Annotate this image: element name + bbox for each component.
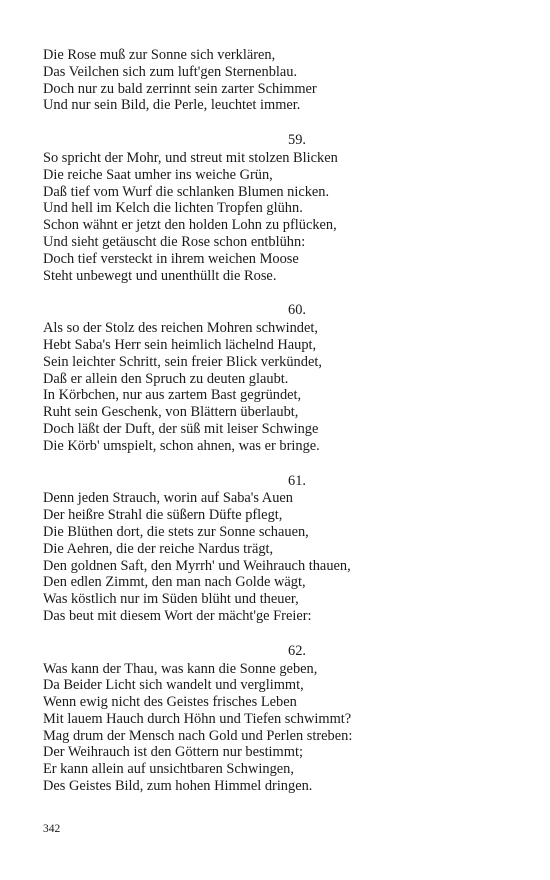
poem-body [43, 47, 513, 813]
verse-line: Die Aehren, die der reiche Nardus trägt, [43, 540, 274, 557]
verse-line: Den edlen Zimmt, den man nach Golde wägt, [43, 574, 306, 591]
stanza [43, 47, 513, 114]
verse-line: Sein leichter Schritt, sein freier Blick verkündet, [43, 353, 322, 370]
verse-line: Da Beider Licht sich wandelt und verglimmt, [43, 677, 304, 694]
verse-line: Die Körb' umspielt, schon ahnen, was er bringe. [43, 437, 320, 454]
verse-line: Den goldnen Saft, den Myrrh' und Weihrauch thauen, [43, 557, 351, 574]
verse-line: Der Weihrauch ist den Göttern nur bestimmt; [43, 744, 303, 761]
verse-line: Daß tief vom Wurf die schlanken Blumen nicken. [43, 183, 330, 200]
verse-line: Hebt Saba's Herr sein heimlich lächelnd Haupt, [43, 336, 317, 353]
verse-line: In Körbchen, nur aus zartem Bast gegründet, [43, 387, 302, 404]
stanza-number: 59. [288, 132, 306, 149]
verse-line: Was kann der Thau, was kann die Sonne geben, [43, 660, 318, 677]
stanza [43, 302, 513, 454]
page-number: 342 [43, 823, 61, 835]
verse-line: Die Blüthen dort, die stets zur Sonne schauen, [43, 523, 309, 540]
verse-line: Die reiche Saat umher ins weiche Grün, [43, 166, 273, 183]
verse-line: Das beut mit diesem Wort der mächt'ge Freier: [43, 607, 312, 624]
verse-line: Und sieht getäuscht die Rose schon entblühn: [43, 233, 306, 250]
verse-line: Denn jeden Strauch, worin auf Saba's Auen [43, 490, 293, 507]
verse-line: Daß er allein den Spruch zu deuten glaubt. [43, 370, 289, 387]
verse-line: Doch tief versteckt in ihrem weichen Moose [43, 250, 299, 267]
verse-line: Die Rose muß zur Sonne sich verklären, [43, 47, 276, 63]
stanza-number: 62. [288, 642, 306, 659]
verse-line: Doch läßt der Duft, der süß mit leiser Schwinge [43, 420, 319, 437]
verse-line: So spricht der Mohr, und streut mit stolzen Blicken [43, 149, 338, 166]
verse-line: Der heißre Strahl die süßern Düfte pflegt, [43, 507, 283, 524]
verse-line: Und hell im Kelch die lichten Tropfen glühn. [43, 200, 303, 217]
verse-line: Als so der Stolz des reichen Mohren schwindet, [43, 320, 318, 337]
stanza-number: 60. [288, 302, 306, 319]
stanza-number: 61. [288, 472, 306, 489]
stanza [43, 132, 513, 284]
verse-line: Das Veilchen sich zum luft'gen Sternenblau. [43, 63, 298, 80]
verse-line: Schon wähnt er jetzt den holden Lohn zu pflücken, [43, 217, 337, 234]
stanza [43, 473, 513, 625]
verse-line: Und nur sein Bild, die Perle, leuchtet immer. [43, 97, 301, 114]
verse-line: Ruht sein Geschenk, von Blättern überlaubt, [43, 404, 299, 421]
stanza [43, 643, 513, 795]
verse-line: Wenn ewig nicht des Geistes frisches Leben [43, 694, 297, 711]
verse-line: Was köstlich nur im Süden blüht und theuer, [43, 591, 299, 608]
verse-line: Mit lauem Hauch durch Höhn und Tiefen schwimmt? [43, 710, 352, 727]
verse-line: Des Geistes Bild, zum hohen Himmel dringen. [43, 778, 313, 795]
verse-line: Mag drum der Mensch nach Gold und Perlen streben: [43, 727, 353, 744]
verse-line: Doch nur zu bald zerrinnt sein zarter Schimmer [43, 80, 317, 97]
verse-line: Er kann allein auf unsichtbaren Schwingen, [43, 761, 294, 778]
verse-line: Steht unbewegt und unenthüllt die Rose. [43, 267, 277, 284]
